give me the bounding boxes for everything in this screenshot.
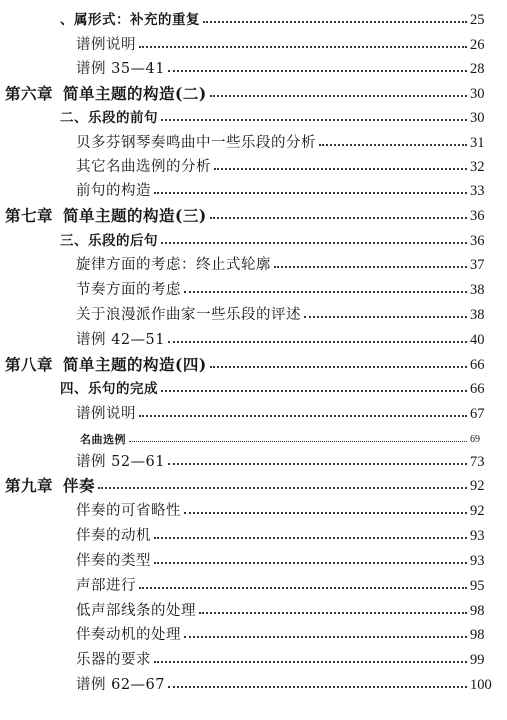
dot-leader [184, 291, 467, 293]
toc-entry-title: 关于浪漫派作曲家一些乐段的评述 [76, 306, 301, 323]
toc-entry [0, 174, 507, 198]
toc-entry [0, 323, 507, 347]
toc-entry [0, 618, 507, 642]
page-number: 40 [470, 331, 485, 348]
toc-chapter-entry [0, 469, 507, 493]
toc-entry-title: 名曲选例 [80, 433, 126, 446]
page-number: 38 [470, 281, 485, 298]
toc-entry-title: 前句的构造 [76, 182, 151, 199]
toc-entry [0, 298, 507, 322]
dot-leader [168, 463, 467, 465]
page-number: 92 [470, 502, 485, 519]
page-number: 33 [470, 182, 485, 199]
dot-leader [154, 192, 467, 194]
page-number: 36 [470, 232, 485, 249]
chapter-title: 伴奏 [63, 475, 96, 495]
toc-entry [0, 372, 507, 396]
dot-leader [139, 46, 467, 48]
toc-entry-title: 伴奏的类型 [76, 552, 151, 569]
toc-entry [0, 224, 507, 248]
toc-entry-title: 低声部线条的处理 [76, 602, 196, 619]
toc-entry-title: 伴奏的可省略性 [76, 502, 181, 519]
dot-leader [214, 168, 467, 170]
dot-leader [210, 217, 467, 219]
toc-entry-title: 谱例 42—51 [76, 331, 166, 348]
toc-entry [0, 150, 507, 174]
toc-entry [0, 52, 507, 76]
toc-entry-title [5, 354, 207, 374]
toc-entry-title: 其它名曲选例的分析 [76, 158, 211, 175]
dot-leader [184, 512, 467, 514]
toc-chapter-entry [0, 77, 507, 101]
page-number: 93 [470, 552, 485, 569]
chapter-title: 简单主题的构造(三) [63, 205, 207, 225]
dot-leader [154, 537, 467, 539]
toc-entry-title: 谱例说明 [76, 405, 136, 422]
toc-entry-title: 声部进行 [76, 577, 136, 594]
dot-leader [139, 415, 467, 417]
dot-leader [168, 70, 467, 72]
page-number: 38 [470, 306, 485, 323]
dot-leader [129, 441, 467, 442]
dot-leader [210, 366, 467, 368]
toc-entry-title: 、属形式：补充的重复 [60, 11, 200, 28]
dot-leader [168, 686, 467, 688]
toc-entry-title [5, 205, 207, 225]
toc-entry [0, 544, 507, 568]
toc-entry [0, 273, 507, 297]
dot-leader [98, 487, 467, 489]
toc-entry [0, 126, 507, 150]
dot-leader [161, 390, 467, 392]
toc-entry-title: 节奏方面的考虑 [76, 281, 181, 298]
page-number: 26 [470, 36, 485, 53]
page-number: 99 [470, 651, 485, 668]
page-number: 37 [470, 256, 485, 273]
page-number: 32 [470, 158, 485, 175]
toc-entry-title: 二、乐段的前句 [60, 109, 158, 126]
dot-leader [139, 587, 467, 589]
page-number: 30 [470, 85, 485, 102]
chapter-title: 简单主题的构造(二) [63, 83, 207, 103]
page-number: 95 [470, 577, 485, 594]
toc-entry-title: 谱例 62—67 [76, 676, 166, 693]
dot-leader [161, 242, 467, 244]
chapter-number: 第九章 [5, 475, 54, 495]
toc-chapter-entry [0, 199, 507, 223]
chapter-number: 第八章 [5, 354, 54, 374]
toc-entry-title: 伴奏的动机 [76, 527, 151, 544]
page-number: 31 [470, 134, 485, 151]
page-number: 100 [470, 676, 492, 693]
page-number: 36 [470, 207, 485, 224]
toc-entry-title [5, 475, 96, 495]
toc-entry-title: 伴奏动机的处理 [76, 626, 181, 643]
dot-leader [319, 144, 467, 146]
toc-entry-title: 旋律方面的考虑：终止式轮廓 [76, 256, 271, 273]
toc-entry [0, 421, 507, 445]
dot-leader [210, 95, 467, 97]
toc-entry [0, 519, 507, 543]
page-number: 28 [470, 60, 485, 77]
toc-entry-title: 谱例 35—41 [76, 60, 166, 77]
dot-leader [203, 21, 467, 23]
page-number: 98 [470, 602, 485, 619]
dot-leader [184, 636, 467, 638]
page-number: 69 [470, 434, 480, 445]
chapter-title: 简单主题的构造(四) [63, 354, 207, 374]
toc-entry-title [5, 83, 207, 103]
page-number: 25 [470, 11, 485, 28]
dot-leader [274, 266, 467, 268]
toc-entry [0, 101, 507, 125]
chapter-number: 第七章 [5, 205, 54, 225]
toc-chapter-entry [0, 348, 507, 372]
toc-entry [0, 248, 507, 272]
toc-entry [0, 494, 507, 518]
toc-entry [0, 668, 507, 692]
toc-entry-title: 谱例 52—61 [76, 453, 166, 470]
dot-leader [168, 341, 467, 343]
dot-leader [304, 316, 467, 318]
toc-entry-title: 三、乐段的后句 [60, 232, 158, 249]
page-number: 73 [470, 453, 485, 470]
toc-entry-title: 乐器的要求 [76, 651, 151, 668]
dot-leader [154, 661, 467, 663]
page-number: 66 [470, 356, 485, 373]
chapter-number: 第六章 [5, 83, 54, 103]
page-number: 92 [470, 477, 485, 494]
toc-entry [0, 28, 507, 52]
toc-entry [0, 643, 507, 667]
page-number: 93 [470, 527, 485, 544]
page-number: 66 [470, 380, 485, 397]
toc-entry-title: 贝多芬钢琴奏鸣曲中一些乐段的分析 [76, 134, 316, 151]
toc-entry [0, 397, 507, 421]
toc-entry [0, 594, 507, 618]
page-number: 30 [470, 109, 485, 126]
toc-entry-title: 谱例说明 [76, 36, 136, 53]
dot-leader [161, 119, 467, 121]
dot-leader [199, 612, 467, 614]
toc-entry [0, 3, 507, 27]
page-number: 67 [470, 405, 485, 422]
toc-entry [0, 445, 507, 469]
dot-leader [154, 562, 467, 564]
toc-entry [0, 569, 507, 593]
toc-entry-title: 四、乐句的完成 [60, 380, 158, 397]
page-number: 98 [470, 626, 485, 643]
